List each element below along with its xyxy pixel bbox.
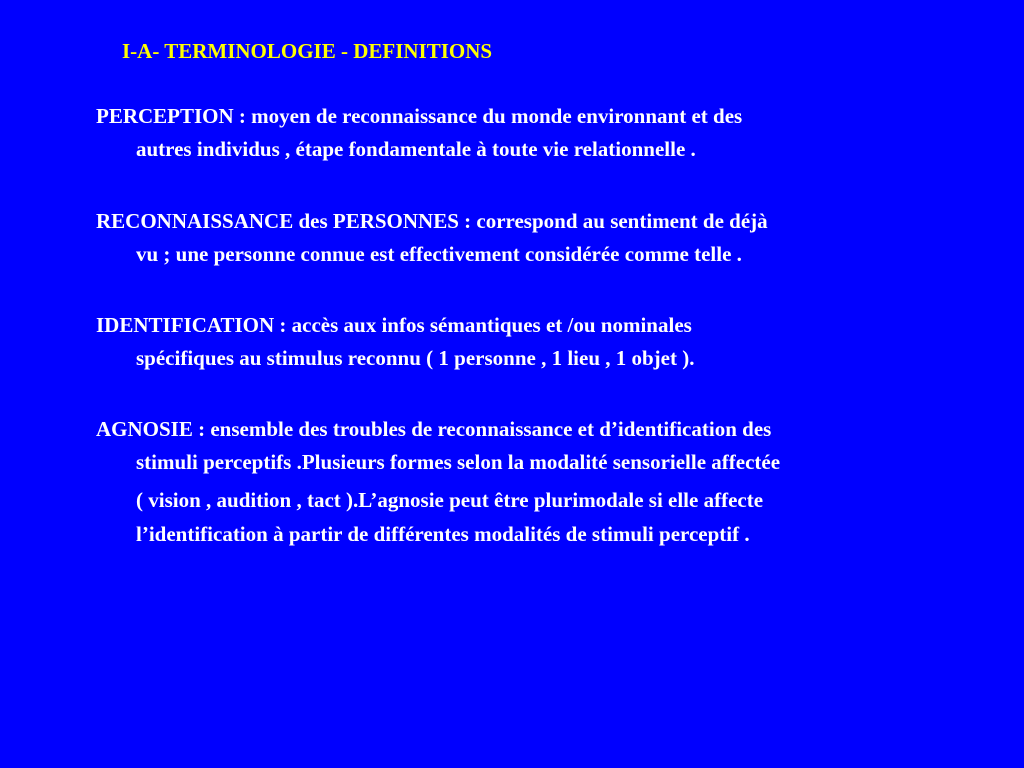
definition-line: stimuli perceptifs .Plusieurs formes selon la modalité sensorielle affectée [136,450,781,474]
definition-line: autres individus , étape fondamentale à toute vie relationnelle . [136,137,696,161]
definition-reconnaissance [96,205,956,271]
definition-line: vu ; une personne connue est effectivement considérée comme telle . [136,242,742,266]
definition-line: IDENTIFICATION : accès aux infos sémantiques et /ou nominales [96,313,692,337]
definition-agnosie [96,413,956,551]
definition-perception [96,100,956,166]
definition-line: spécifiques au stimulus reconnu ( 1 personne , 1 lieu , 1 objet ). [136,346,695,370]
definition-line: l’identification à partir de différentes modalités de stimuli perceptif . [136,522,750,546]
definition-line: AGNOSIE : ensemble des troubles de reconnaissance et d’identification des [96,417,772,441]
definition-identification [96,309,956,375]
slide-title: I-A- TERMINOLOGIE - DEFINITIONS [122,39,493,63]
definition-line: PERCEPTION : moyen de reconnaissance du monde environnant et des [96,104,743,128]
definition-line: ( vision , audition , tact ).L’agnosie peut être plurimodale si elle affecte [136,488,764,512]
definition-line: RECONNAISSANCE des PERSONNES : correspond au sentiment de déjà [96,209,768,233]
